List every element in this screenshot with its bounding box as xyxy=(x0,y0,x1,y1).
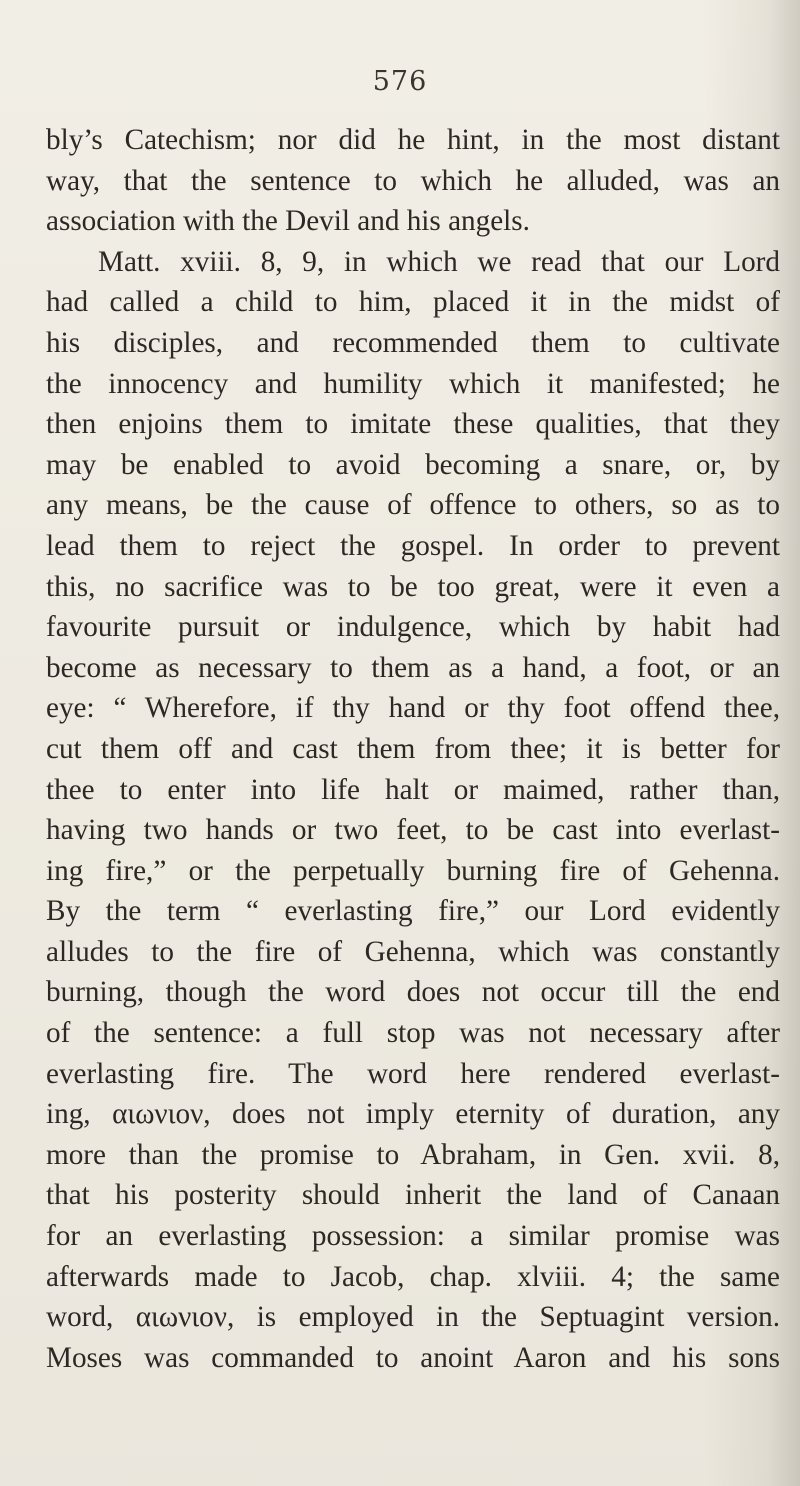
text-line: more than the promise to Abraham, in Gen. xvii. 8, xyxy=(46,1138,780,1171)
text-line: for an everlasting possession: a similar promise was xyxy=(46,1220,780,1253)
text-line: Moses was commanded to anoint Aaron and his sons xyxy=(46,1341,780,1374)
text-line: way, that the sentence to which he alluded, was an xyxy=(46,164,780,197)
text-line: lead them to reject the gospel. In order to prevent xyxy=(46,529,780,562)
text-line: association with the Devil and his angels. xyxy=(46,205,530,238)
page-number: 576 xyxy=(372,66,428,97)
text-line: then enjoins them to imitate these qualities, that they xyxy=(46,408,780,441)
text-line: ing, αιωνιον, does not imply eternity of duration, any xyxy=(46,1098,780,1131)
text-line: bly’s Catechism; nor did he hint, in the most distant xyxy=(46,124,780,156)
text-line: had called a child to him, placed it in the midst of xyxy=(46,286,780,319)
text-line: having two hands or two feet, to be cast into everlast- xyxy=(46,814,780,847)
text-line: alludes to the fire of Gehenna, which was constantly xyxy=(46,935,780,968)
text-line: By the term “ everlasting fire,” our Lord evidently xyxy=(46,895,780,928)
body-text xyxy=(46,120,780,1378)
text-line: afterwards made to Jacob, chap. xlviii. 4; the same xyxy=(46,1260,780,1293)
text-line: this, no sacrifice was to be too great, were it even a xyxy=(46,570,780,603)
text-line: Matt. xviii. 8, 9, in which we read that our Lord xyxy=(98,245,780,278)
text-line: the innocency and humility which it manifested; he xyxy=(46,367,780,400)
text-line: of the sentence: a full stop was not necessary after xyxy=(46,1017,780,1050)
text-line: become as necessary to them as a hand, a foot, or an xyxy=(46,651,780,684)
text-line: favourite pursuit or indulgence, which by habit had xyxy=(46,611,780,644)
text-line: everlasting fire. The word here rendered everlast- xyxy=(46,1057,780,1090)
text-line: eye: “ Wherefore, if thy hand or thy foot offend thee, xyxy=(46,692,780,725)
text-line: thee to enter into life halt or maimed, rather than, xyxy=(46,773,780,806)
text-line: his disciples, and recommended them to cultivate xyxy=(46,326,780,359)
text-line: may be enabled to avoid becoming a snare, or, by xyxy=(46,448,780,481)
text-line: burning, though the word does not occur till the end xyxy=(46,976,780,1009)
text-line: ing fire,” or the perpetually burning fire of Gehenna. xyxy=(46,854,780,887)
text-line: cut them off and cast them from thee; it is better for xyxy=(46,732,780,765)
text-line: any means, be the cause of offence to others, so as to xyxy=(46,489,780,522)
text-line: word, αιωνιον, is employed in the Septuagint version. xyxy=(46,1301,780,1334)
text-line: that his posterity should inherit the land of Canaan xyxy=(46,1179,780,1212)
